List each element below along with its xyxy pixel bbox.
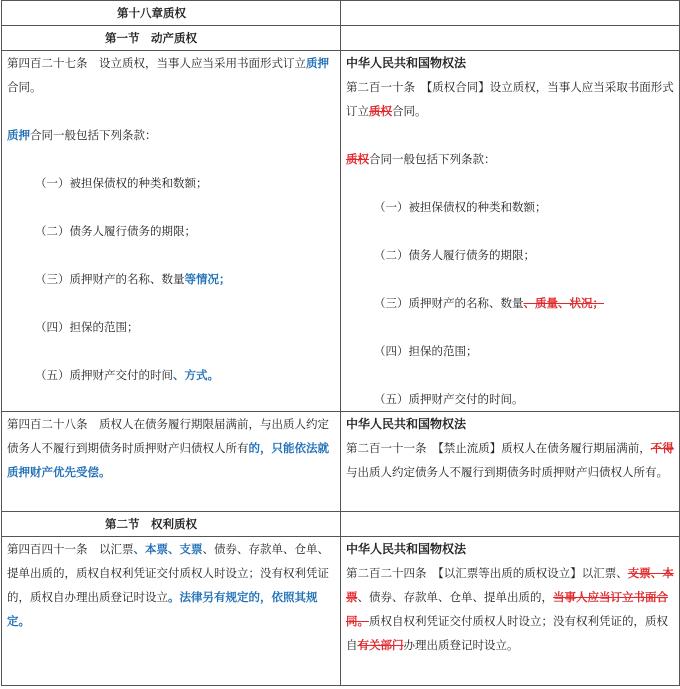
clause-item: （五）质押财产交付的时间。 [374, 392, 524, 406]
article-text: 第四百二十八条 质权人在债务履行期限届满前，与出质人约定债务人不履行到期债务时质押财产归债权人所有的，只能依法就质押财产优先受偿。 [7, 417, 329, 479]
section-title: 第二节 权利质权 [2, 512, 341, 537]
deleted-text: 质权 [369, 104, 392, 118]
empty-cell [341, 512, 680, 537]
chapter-header-row [2, 1, 680, 26]
empty-cell [341, 1, 680, 26]
article-text: 第四百四十一条 以汇票、本票、支票、债券、存款单、仓单、提单出质的，质权自权利凭证交付质权人时设立；没有权利凭证的，质权自办理出质登记时设立。法律另有规定的，依照其规定。 [7, 542, 329, 628]
added-text: 。法律另有规定的，依照其规定。 [7, 590, 318, 628]
clause-item: （二）债务人履行债务的期限； [374, 248, 535, 262]
civil-code-cell [2, 537, 341, 686]
law-name: 中华人民共和国物权法 [346, 542, 467, 556]
article-row [2, 51, 680, 412]
added-text: 等情况； [184, 272, 231, 286]
chapter-title: 第十八章质权 [2, 1, 341, 26]
clause-item: （一）被担保债权的种类和数额； [374, 200, 547, 214]
property-law-cell [341, 51, 680, 412]
civil-code-cell [2, 51, 341, 412]
clause-item: （一）被担保债权的种类和数额； [35, 176, 208, 190]
article-text: 第二百一十条 【质权合同】设立质权，当事人应当采取书面形式订立质权合同。 [346, 80, 674, 118]
clause-item: （二）债务人履行债务的期限； [35, 224, 196, 238]
section-title: 第一节 动产质权 [2, 26, 341, 51]
law-name: 中华人民共和国物权法 [346, 417, 467, 431]
deleted-text: 、质量、状况； [523, 296, 604, 310]
empty-cell [341, 26, 680, 51]
added-text: 、本票、支票 [133, 542, 203, 556]
deleted-text: 质权 [346, 152, 369, 166]
added-text: 质押 [306, 56, 329, 70]
civil-code-cell [2, 412, 341, 512]
law-name: 中华人民共和国物权法 [346, 56, 467, 70]
comparison-table [1, 0, 680, 686]
deleted-text: 不得 [650, 441, 674, 455]
property-law-cell [341, 537, 680, 686]
clause-item: （四）担保的范围； [35, 320, 139, 334]
deleted-text: 支票、本票 [346, 566, 674, 604]
clause-item: （五）质押财产交付的时间、方式。 [35, 368, 219, 382]
article-text: 第二百二十四条 【以汇票等出质的质权设立】以汇票、支票、本票、债券、存款单、仓单、提单出质的，当事人应当订立书面合同。质权自权利凭证交付质权人时设立；没有权利凭证的，质权自有关部门办理出质登记时设立。 [346, 566, 674, 652]
clause-item: （三）质押财产的名称、数量等情况； [35, 272, 231, 286]
property-law-cell [341, 412, 680, 512]
article-text: 第四百二十七条 设立质权，当事人应当采用书面形式订立质押合同。 [7, 56, 329, 94]
clause-item: （三）质押财产的名称、数量、质量、状况； [374, 296, 604, 310]
section-header-row [2, 26, 680, 51]
deleted-text: 当事人应当订立书面合同。 [346, 590, 668, 628]
clause-item: （四）担保的范围； [374, 344, 478, 358]
added-text: 质押 [7, 128, 30, 142]
article-text: 质权合同一般包括下列条款： [346, 152, 496, 166]
article-row [2, 412, 680, 512]
added-text: 的，只能依法就质押财产优先受偿。 [7, 441, 329, 479]
deleted-text: 有关部门 [357, 638, 404, 652]
article-text: 第二百一十一条 【禁止流质】质权人在债务履行期届满前，不得与出质人约定债务人不履行到期债务时质押财产归债权人所有。 [346, 441, 674, 479]
article-text: 质押合同一般包括下列条款： [7, 128, 157, 142]
added-text: 、方式。 [173, 368, 219, 382]
section-header-row [2, 512, 680, 537]
article-row [2, 537, 680, 686]
